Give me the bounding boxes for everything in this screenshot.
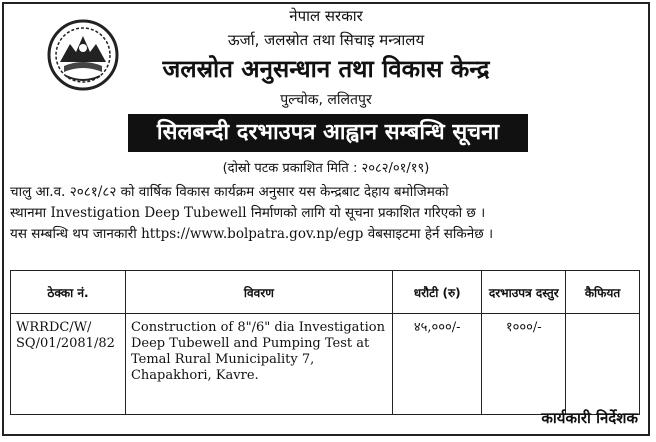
notice-body — [10, 182, 640, 245]
cell-fee: १०००/- — [482, 314, 566, 415]
publish-date: (दोस्रो पटक प्रकाशित मिति : २०८२/०१/१९) — [222, 161, 430, 176]
signatory-title: कार्यकारी निर्देशक — [541, 409, 638, 427]
contract-table — [10, 270, 640, 415]
cell-deposit: ४५,०००/- — [392, 314, 482, 415]
table-row — [11, 314, 640, 415]
cell-contract-no: WRRDC/W/ SQ/01/2081/82 — [11, 314, 126, 415]
body-line-3: यस सम्बन्धि थप जानकारी https://www.bolpatra.gov.np/egp वेबसाइटमा हेर्न सकिनेछ । — [10, 226, 494, 242]
ministry-name: ऊर्जा, जलस्रोत तथा सिचाइ मन्त्रालय — [227, 31, 425, 49]
notice-title: सिलबन्दी दरभाउपत्र आह्वान सम्बन्धि सूचना — [128, 114, 528, 152]
table-header-row — [11, 271, 640, 314]
office-name: जलस्रोत अनुसन्धान तथा विकास केन्द्र — [162, 55, 490, 83]
col-fee: दरभाउपत्र दस्तुर — [482, 271, 566, 314]
body-line-1: चालु आ.व. २०८१/८२ को वार्षिक विकास कार्यक्रम अनुसार यस केन्द्रबाट देहाय बमोजिमको — [10, 184, 449, 200]
col-contract-no: ठेक्का नं. — [11, 271, 126, 314]
office-address: पुल्चोक, ललितपुर — [280, 92, 372, 108]
col-description: विवरण — [125, 271, 392, 314]
col-remarks: कैफियत — [566, 271, 640, 314]
cell-remarks — [566, 314, 640, 415]
col-deposit: धरौटी (रु) — [392, 271, 482, 314]
govt-name: नेपाल सरकार — [289, 7, 363, 25]
body-line-2: स्थानमा Investigation Deep Tubewell निर्माणको लागि यो सूचना प्रकाशित गरिएको छ । — [10, 205, 486, 221]
cell-description: Construction of 8"/6" dia Investigation Deep Tubewell and Pumping Test at Temal Rural Municipality 7, Chapakhori, Kavre. — [125, 314, 392, 415]
